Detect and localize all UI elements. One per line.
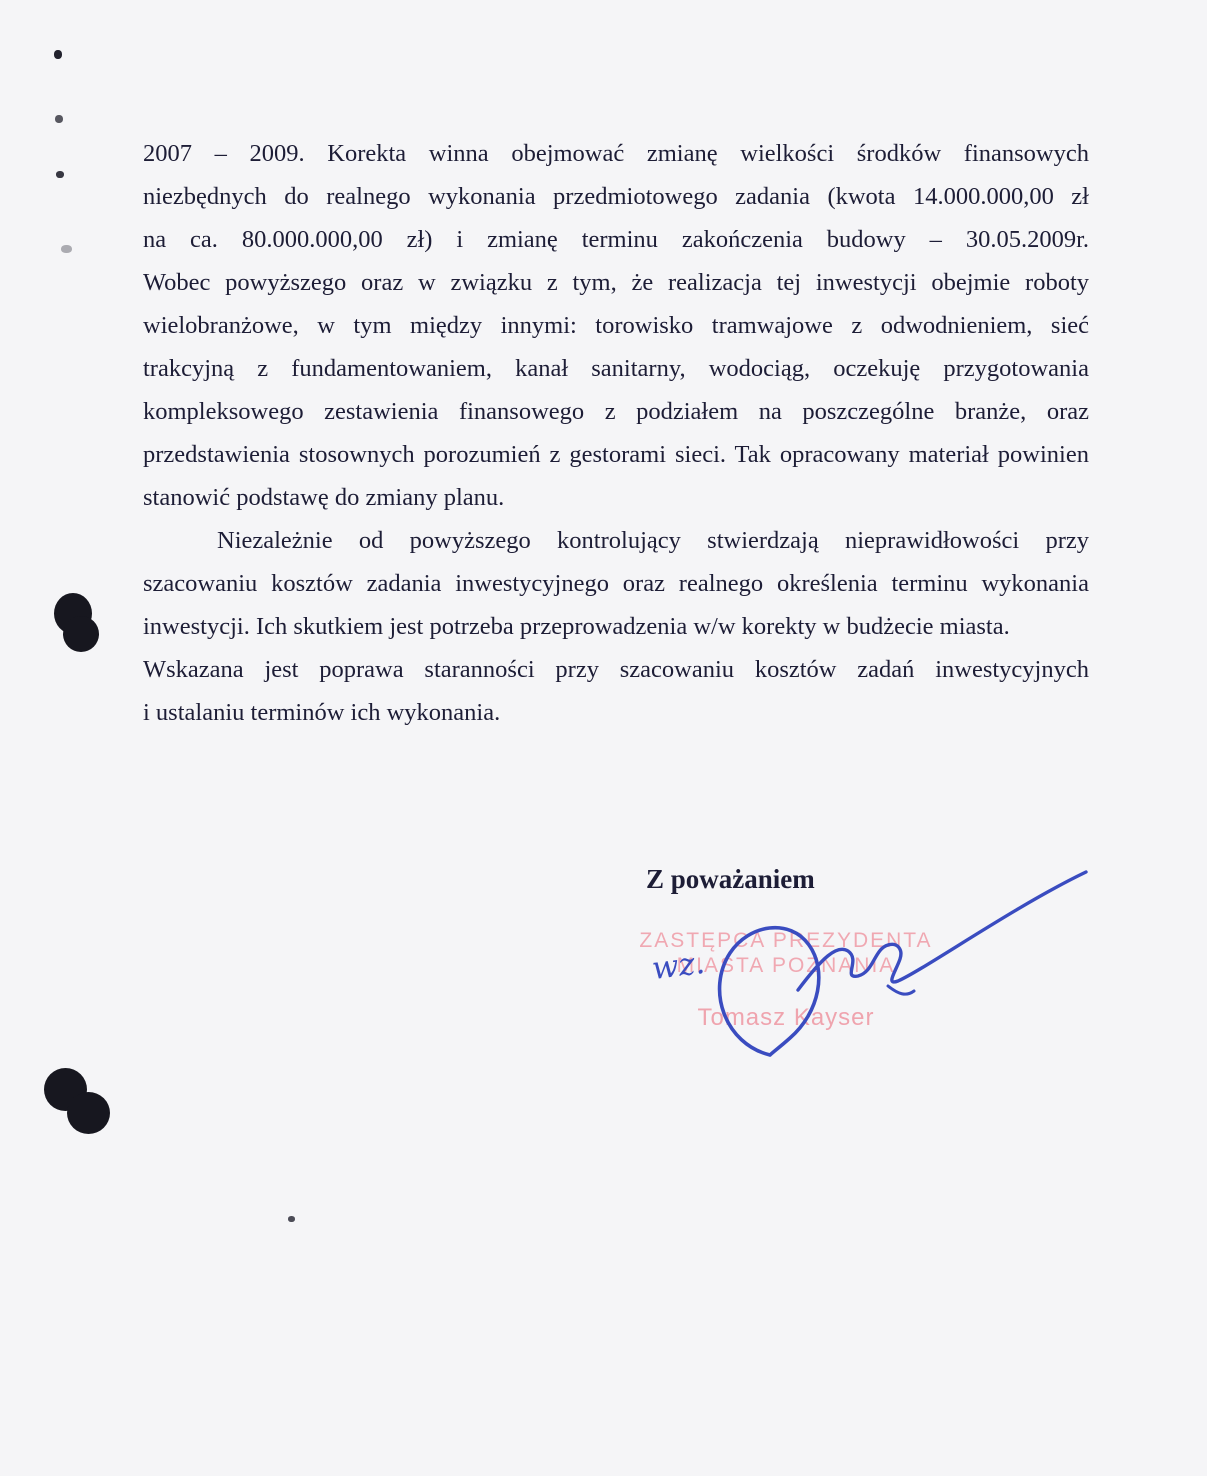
body-line: na ca. 80.000.000,00 zł) i zmianę terminu zakończenia budowy – 30.05.2009r. (143, 226, 1089, 253)
handwritten-signature (630, 858, 1110, 1073)
letter-body (143, 132, 1089, 734)
body-line: kompleksowego zestawienia finansowego z podziałem na poszczególne branże, oraz (143, 398, 1089, 425)
scan-speck (56, 171, 64, 178)
scan-speck (61, 245, 72, 253)
ink-blot (67, 1092, 110, 1134)
body-line: i ustalaniu terminów ich wykonania. (143, 699, 501, 726)
stamp-title-line2: MIASTA POZNANIA (676, 954, 896, 977)
scan-speck (288, 1216, 295, 1222)
body-line: 2007 – 2009. Korekta winna obejmować zmianę wielkości środków finansowych (143, 140, 1089, 167)
signature-stroke-tail (798, 872, 1086, 990)
body-line: Niezależnie od powyższego kontrolujący stwierdzają nieprawidłowości przy (217, 527, 1089, 554)
body-line: stanowić podstawę do zmiany planu. (143, 484, 505, 511)
body-line: trakcyjną z fundamentowaniem, kanał sanitarny, wodociąg, oczekuję przygotowania (143, 355, 1089, 382)
body-line: wielobranżowe, w tym między innymi: torowisko tramwajowe z odwodnieniem, sieć (143, 312, 1089, 339)
body-line: szacowaniu kosztów zadania inwestycyjnego oraz realnego określenia terminu wykonania (143, 570, 1089, 597)
signature-stroke-loop (720, 928, 819, 1055)
ink-blot (63, 616, 99, 652)
body-line: przedstawienia stosownych porozumień z gestorami sieci. Tak opracowany materiał powinien (143, 441, 1089, 468)
scan-speck (54, 50, 62, 59)
signature-annotation: wz. (650, 944, 707, 988)
stamp-signer-name: Tomasz Kayser (697, 1004, 875, 1031)
signature-stroke-flick (888, 986, 914, 994)
body-line: inwestycji. Ich skutkiem jest potrzeba przeprowadzenia w/w korekty w budżecie miasta. (143, 613, 1010, 640)
body-line: Wskazana jest poprawa staranności przy szacowaniu kosztów zadań inwestycyjnych (143, 656, 1089, 683)
body-line: Wobec powyższego oraz w związku z tym, że realizacja tej inwestycji obejmie roboty (143, 269, 1089, 296)
closing-salutation: Z poważaniem (646, 864, 815, 894)
stamp-title-line1: ZASTĘPCA PREZYDENTA (639, 929, 933, 952)
scan-speck (55, 115, 63, 123)
body-line: niezbędnych do realnego wykonania przedmiotowego zadania (kwota 14.000.000,00 zł (143, 183, 1089, 210)
